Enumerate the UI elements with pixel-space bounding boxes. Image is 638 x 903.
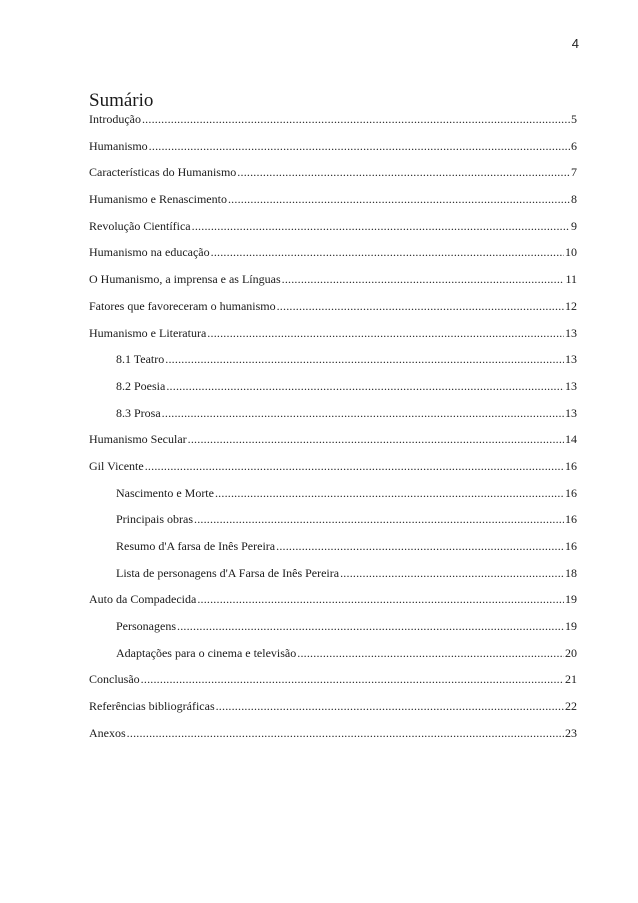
toc-entry-page: 9 xyxy=(571,218,577,233)
toc-entry-page: 16 xyxy=(565,485,577,500)
toc-entry-page: 13 xyxy=(565,352,577,367)
toc-entry-page: 19 xyxy=(565,619,577,634)
toc-entry[interactable] xyxy=(89,432,577,459)
toc-entry-page: 18 xyxy=(565,565,577,580)
toc-entry-label: Humanismo e Renascimento xyxy=(89,192,227,207)
toc-entry[interactable] xyxy=(89,619,577,646)
toc-entry[interactable] xyxy=(89,459,577,486)
toc-entry-page: 6 xyxy=(571,138,577,153)
toc-dot-leader xyxy=(340,566,564,580)
toc-entry-label: Humanismo na educação xyxy=(89,245,210,260)
toc-entry-label: 8.2 Poesia xyxy=(116,378,166,393)
toc-entry[interactable] xyxy=(89,326,577,353)
toc-entry-label: Humanismo xyxy=(89,138,148,153)
toc-dot-leader xyxy=(177,619,564,633)
toc-entry[interactable] xyxy=(89,646,577,673)
toc-entry-page: 22 xyxy=(565,699,577,714)
toc-entry[interactable] xyxy=(89,379,577,406)
toc-entry[interactable] xyxy=(89,566,577,593)
toc-entry[interactable] xyxy=(89,352,577,379)
toc-entry-label: Humanismo e Literatura xyxy=(89,325,207,340)
toc-entry-label: Fatores que favoreceram o humanismo xyxy=(89,298,276,313)
toc-entry[interactable] xyxy=(89,512,577,539)
toc-entry[interactable] xyxy=(89,486,577,513)
toc-entry[interactable] xyxy=(89,726,577,753)
toc-entry-page: 13 xyxy=(565,405,577,420)
toc-dot-leader xyxy=(188,432,564,446)
toc-entry-label: Resumo d'A farsa de Inês Pereira xyxy=(116,539,276,553)
toc-entry-page: 14 xyxy=(565,432,577,447)
toc-entry[interactable] xyxy=(89,272,577,299)
toc-entry-label: Revolução Científica xyxy=(89,218,191,233)
toc-entry-page: 8 xyxy=(571,192,577,207)
toc-dot-leader xyxy=(237,165,570,179)
toc-entry-label: Humanismo Secular xyxy=(89,432,187,447)
toc-dot-leader xyxy=(228,192,570,206)
toc-dot-leader xyxy=(145,459,564,473)
toc-entry-label: Personagens xyxy=(116,619,176,634)
toc-entry-page: 5 xyxy=(571,112,577,126)
toc-entry[interactable] xyxy=(89,299,577,326)
toc-dot-leader xyxy=(162,406,564,420)
toc-entry[interactable] xyxy=(89,165,577,192)
toc-entry-label: Anexos xyxy=(89,725,126,740)
toc-dot-leader xyxy=(297,646,564,660)
toc-dot-leader xyxy=(165,352,564,366)
toc-dot-leader xyxy=(207,326,564,340)
toc-dot-leader xyxy=(276,539,564,553)
toc-entry-label: Lista de personagens d'A Farsa de Inês Pereira xyxy=(116,565,340,580)
toc-entry-page: 10 xyxy=(565,245,577,260)
toc-dot-leader xyxy=(127,726,564,740)
toc-dot-leader xyxy=(197,592,564,606)
toc-entry-page: 13 xyxy=(565,378,577,393)
toc-entry-page: 7 xyxy=(571,165,577,180)
toc-entry[interactable] xyxy=(89,112,577,139)
toc-dot-leader xyxy=(166,379,564,393)
toc-entry-label: Referências bibliográficas xyxy=(89,699,215,714)
toc-entry-label: Principais obras xyxy=(116,512,193,527)
toc-dot-leader xyxy=(194,512,564,526)
toc-entry[interactable] xyxy=(89,219,577,246)
toc-entry[interactable] xyxy=(89,192,577,219)
page-number: 4 xyxy=(571,36,579,51)
toc-entry[interactable] xyxy=(89,539,577,566)
toc-entry[interactable] xyxy=(89,672,577,699)
toc-dot-leader xyxy=(192,219,570,233)
toc-list xyxy=(89,112,577,753)
toc-dot-leader xyxy=(277,299,564,313)
toc-dot-leader xyxy=(216,699,564,713)
toc-dot-leader xyxy=(211,245,564,259)
toc-entry[interactable] xyxy=(89,592,577,619)
toc-entry-page: 12 xyxy=(565,298,577,313)
toc-entry-page: 16 xyxy=(565,539,577,553)
toc-entry-label: Adaptações para o cinema e televisão xyxy=(116,645,297,660)
toc-entry-label: Auto da Compadecida xyxy=(89,592,197,607)
toc-dot-leader xyxy=(141,672,564,686)
toc-entry-page: 16 xyxy=(565,512,577,527)
toc-entry-label: 8.1 Teatro xyxy=(116,352,165,367)
toc-dot-leader xyxy=(142,112,570,126)
toc-entry-page: 11 xyxy=(565,272,577,287)
toc-entry-page: 20 xyxy=(565,645,577,660)
toc-entry-page: 23 xyxy=(565,725,577,740)
toc-entry-label: Gil Vicente xyxy=(89,458,144,473)
toc-entry-label: Conclusão xyxy=(89,672,140,687)
toc-entry-page: 16 xyxy=(565,458,577,473)
toc-entry-label: Características do Humanismo xyxy=(89,165,237,180)
toc-entry[interactable] xyxy=(89,245,577,272)
toc-entry-page: 21 xyxy=(565,672,577,687)
toc-entry[interactable] xyxy=(89,406,577,433)
toc-entry-label: 8.3 Prosa xyxy=(116,405,161,420)
toc-entry-label: O Humanismo, a imprensa e as Línguas xyxy=(89,272,281,287)
toc-entry-label: Introdução xyxy=(89,112,141,126)
toc-entry-label: Nascimento e Morte xyxy=(116,485,214,500)
toc-entry-page: 13 xyxy=(565,325,577,340)
toc-entry-page: 19 xyxy=(565,592,577,607)
toc-dot-leader xyxy=(215,486,564,500)
toc-dot-leader xyxy=(282,272,565,286)
toc-title: Sumário xyxy=(89,90,154,111)
toc-dot-leader xyxy=(149,139,570,153)
toc-entry[interactable] xyxy=(89,139,577,166)
toc-entry[interactable] xyxy=(89,699,577,726)
